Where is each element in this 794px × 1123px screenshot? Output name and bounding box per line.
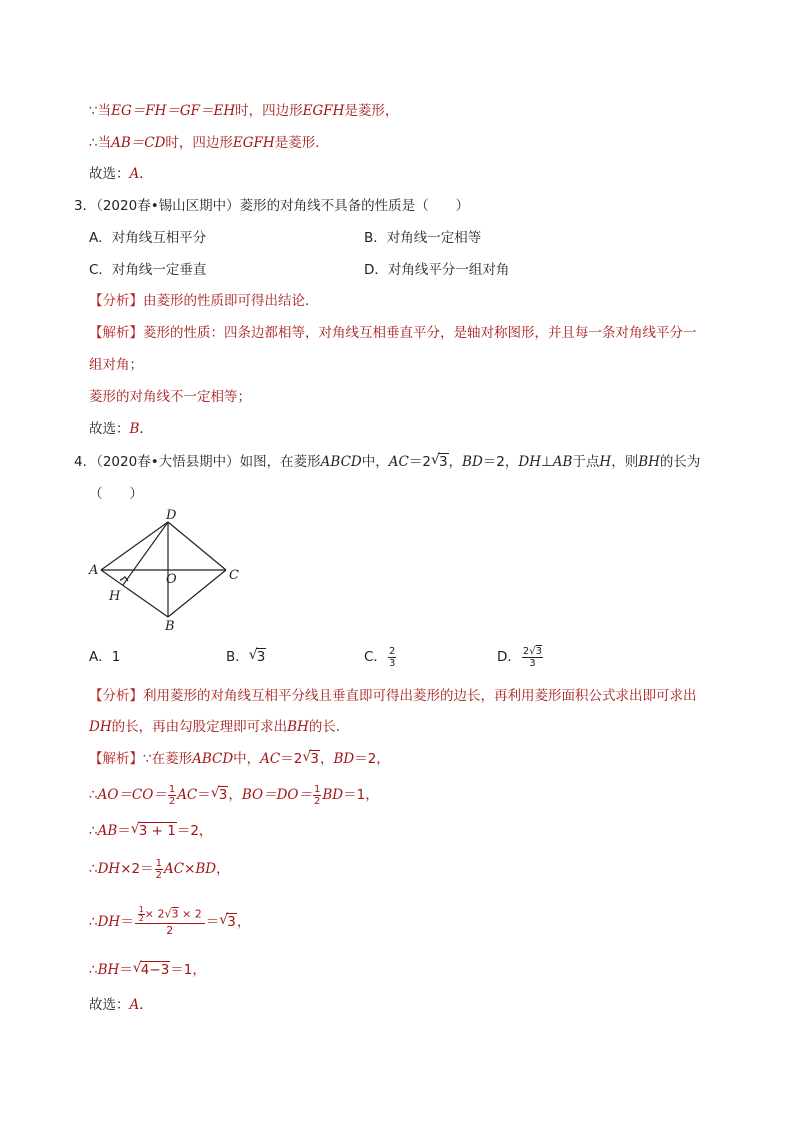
q4-stem (74, 452, 700, 472)
text: ∴ (89, 861, 98, 877)
prev-answer (89, 164, 153, 184)
math: DH (97, 914, 121, 930)
q3-analysis (89, 291, 319, 311)
q4-option-c (364, 640, 397, 674)
math: H (599, 454, 612, 470)
math: AB (97, 823, 118, 839)
math: BH (638, 454, 660, 470)
q4-solution-5 (89, 900, 250, 944)
text: 中， (361, 454, 389, 470)
text: 是菱形． (274, 135, 329, 151)
text: ， (228, 787, 242, 803)
sqrt: √ 3 (302, 749, 319, 767)
fraction: $\frac{1}{2}$ × 2√3 × 2 2 (135, 906, 205, 938)
text: ∴当 (89, 135, 112, 151)
math: DH (97, 861, 121, 877)
label-o: O (166, 572, 177, 587)
prev-line-1 (89, 101, 398, 121)
q4-option-d (497, 640, 544, 674)
math: ABCD (320, 454, 362, 470)
text: ＝2， (482, 454, 519, 470)
q4-option-b (226, 647, 266, 667)
math: AB＝CD (111, 135, 166, 151)
math: EGFH (232, 135, 275, 151)
analysis-tag: 【分析】 (89, 293, 143, 309)
text: 4．（2020春•大悟县期中）如图，在菱形 (74, 454, 321, 470)
q3-solution-3: 菱形的对角线不一定相等； (89, 389, 251, 405)
text: ， (236, 914, 251, 930)
sqrt: √ 4−3 (132, 960, 170, 978)
text: 的长． (308, 719, 350, 735)
text: 故选： (89, 166, 130, 182)
q4-solution-1 (89, 749, 390, 769)
math: AC (388, 454, 409, 470)
text: 是菱形， (344, 103, 399, 119)
text: ∵在菱形 (143, 751, 193, 767)
sqrt: √ 3 (430, 452, 448, 470)
text: 菱形的性质：四条边都相等，对角线互相垂直平分，是轴对称图形，并且每一条对角线平分一 (143, 325, 697, 341)
math: AC (177, 787, 198, 803)
math: AB (552, 454, 573, 470)
answer-letter: A (129, 166, 140, 182)
text: ∵当 (89, 103, 112, 119)
q3-answer (89, 419, 153, 439)
math: AC (163, 861, 185, 877)
label-b: B (165, 619, 175, 634)
text: ＝ (205, 914, 220, 930)
text: ， (319, 751, 334, 767)
q4-analysis-1 (89, 686, 697, 706)
fraction: $\frac{1}{2}$ (155, 857, 162, 881)
math: AO＝CO＝ (97, 787, 167, 803)
text: ∴ (89, 823, 98, 839)
label-a: A (89, 563, 99, 578)
q4-stem-bracket: （ ） (89, 486, 143, 502)
q4-solution-4 (89, 852, 230, 886)
math: EG＝FH＝GF＝EH (111, 103, 236, 119)
q4-solution-3 (89, 821, 212, 841)
text: ∴ (89, 962, 98, 978)
text: 中， (233, 751, 261, 767)
q4-solution-6 (89, 960, 206, 980)
text: ． (139, 997, 153, 1013)
math: BD (322, 787, 344, 803)
fraction: $\frac{2}{3}$ (388, 645, 396, 669)
text: 时，四边形 (235, 103, 303, 119)
fraction: $\frac{2√3}{3}$ (522, 645, 543, 669)
text: ＝1， (343, 787, 379, 803)
text: 由菱形的性质即可得出结论． (143, 293, 319, 309)
text: 的长为 (659, 454, 701, 470)
q3-stem: 3．（2020春•锡山区期中）菱形的对角线不具备的性质是（ ） (74, 198, 470, 214)
edge-dc (168, 522, 226, 570)
q4-solution-2 (89, 778, 379, 812)
text: ， (216, 861, 230, 877)
text: ∴ (89, 914, 98, 930)
q3-solution-2: 组对角； (89, 357, 143, 373)
text: ＝ (117, 823, 131, 839)
text: 利用菱形的对角线互相平分线且垂直即可得出菱形的边长，再利用菱形面积公式求出即可求出 (143, 688, 697, 704)
edge-ad (101, 522, 168, 570)
math: EGFH (302, 103, 345, 119)
text: ＝2， (354, 751, 390, 767)
math: BO＝DO＝ (241, 787, 313, 803)
text: 的长，再由勾股定理即可求出 (111, 719, 288, 735)
math: ABCD (192, 751, 234, 767)
text: ⊥ (540, 454, 553, 470)
answer-letter: B (129, 421, 140, 437)
text: ＝2 (280, 751, 303, 767)
text: 于点 (572, 454, 600, 470)
text: ． (139, 166, 153, 182)
solution-tag: 【解析】 (89, 751, 143, 767)
label-d: D (166, 508, 177, 523)
text: ＝ (120, 914, 134, 930)
fraction: $\frac{1}{2}$ (314, 783, 321, 807)
q4-analysis-2 (89, 717, 349, 737)
math: BD (333, 751, 355, 767)
edge-cb (168, 570, 226, 617)
text: × (184, 861, 196, 877)
sqrt: √ 3 (219, 912, 236, 930)
text: ＝2， (176, 823, 213, 839)
fraction: $\frac{1}{2}$ (168, 783, 176, 807)
prev-line-2 (89, 133, 329, 153)
q4-option-a: A．1 (89, 649, 121, 665)
text: ＝ (119, 962, 133, 978)
q3-option-d: D．对角线平分一组对角 (364, 262, 510, 278)
text: ． (139, 421, 153, 437)
math: AC (260, 751, 281, 767)
text: ， (448, 454, 463, 470)
sqrt: √ 3 + 1 (130, 821, 176, 839)
q3-option-a: A．对角线互相平分 (89, 230, 207, 246)
q3-option-b: B．对角线一定相等 (364, 230, 482, 246)
math: BD (195, 861, 217, 877)
text: ＝ (197, 787, 211, 803)
text: 故选： (89, 421, 130, 437)
math: DH (89, 719, 112, 735)
q3-solution-1 (89, 323, 697, 343)
math: BH (97, 962, 120, 978)
segment-dh (123, 522, 168, 585)
math: BH (287, 719, 309, 735)
text: B． (226, 649, 249, 665)
q3-option-c: C．对角线一定垂直 (89, 262, 207, 278)
label-c: C (229, 568, 239, 583)
text: ×2＝ (120, 861, 154, 877)
math: BD (462, 454, 483, 470)
text: 时，四边形 (165, 135, 233, 151)
label-h: H (109, 589, 121, 604)
sqrt: √ 3 (210, 785, 228, 803)
math: DH (518, 454, 541, 470)
text: ，则 (611, 454, 639, 470)
sqrt: √ 3 (248, 647, 266, 665)
answer-letter: A (129, 997, 140, 1013)
text: 故选： (89, 997, 130, 1013)
text: ＝2 (408, 454, 431, 470)
solution-tag: 【解析】 (89, 325, 143, 341)
text: ＝1， (170, 962, 206, 978)
rhombus-figure (85, 506, 260, 636)
text: ∴ (89, 787, 98, 803)
q4-answer (89, 995, 153, 1015)
text: C． (364, 649, 387, 665)
text: D． (497, 649, 521, 665)
analysis-tag: 【分析】 (89, 688, 143, 704)
